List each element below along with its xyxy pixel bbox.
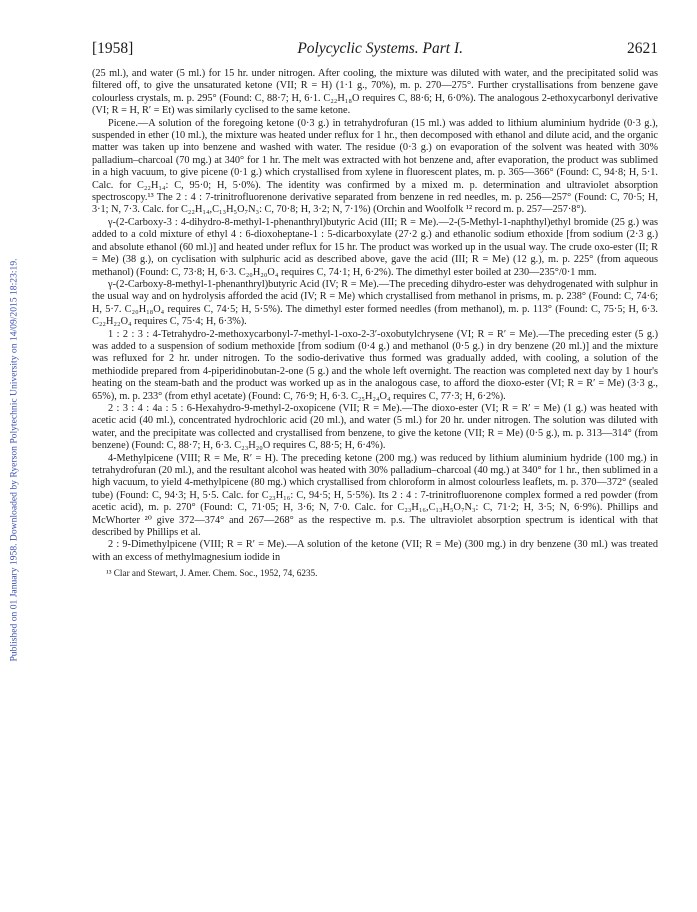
header-page-number: 2621 <box>627 40 658 57</box>
paragraph: 2 : 3 : 4 : 4a : 5 : 6-Hexahydro-9-methyl-2-oxopicene (VII; R = Me).—The dioxo-ester (VI; R = R′ = Me) (1 g.) was heated with acetic acid (40 ml.), concentrated hydrochloric acid (20 ml.), and water (5 ml.) for 20 hr. under nitrogen. The solution was diluted with water, and the precipitate was collected and crystallised from benzene, to give the ketone (VII; R = Me) (0·5 g.), m. p. 313—314° (from benzene) (Found: C, 88·7; H, 6·3. C₂₃H₂₀O requires C, 88·5; H, 6·4%). <box>92 402 658 452</box>
download-stamp <box>2 0 26 912</box>
paragraph: γ-(2-Carboxy-8-methyl-1-phenanthryl)butyric Acid (IV; R = Me).—The preceding dihydro-ester was dehydrogenated with sulphur in the usual way and on hydrolysis afforded the acid (IV; R = Me) which crystallised from methanol in prisms, m. p. 238° (Found: C, 74·6; H, 5·7. C₂₀H₁₈O₄ requires C, 74·5; H, 5·5%). The dimethyl ester formed needles (from methanol), m. p. 113° (Found: C, 75·5; H, 6·3. C₂₂H₂₂O₄ requires C, 75·4; H, 6·3%). <box>92 278 658 328</box>
paragraph: 2 : 9-Dimethylpicene (VIII; R = R′ = Me).—A solution of the ketone (VII; R = Me) (300 mg.) in dry benzene (30 ml.) was treated with an excess of methylmagnesium iodide in <box>92 539 658 563</box>
download-stamp-text: Published on 01 January 1958. Downloaded by Ryerson Polytechnic University on 14/09/2015 18:23:19. <box>8 258 20 662</box>
footnote: ¹³ Clar and Stewart, J. Amer. Chem. Soc., 1952, 74, 6235. <box>106 568 318 579</box>
header-title: Polycyclic Systems. Part I. <box>297 40 464 57</box>
journal-page <box>92 40 658 579</box>
paragraph: Picene.—A solution of the foregoing ketone (0·3 g.) in tetrahydrofuran (15 ml.) was added to lithium aluminium hydride (0·3 g.), suspended in ether (10 ml.), the mixture was heated under reflux for 1 hr., then decomposed with ethanol and dilute acid, and the organic matter was taken up into benzene and washed with water. The residue (0·3 g.) on evaporation of the solvent was heated with 30% palladium–charcoal (70 mg.) at 340° for 1 hr. The melt was extracted with hot benzene and, after evaporation, the product was sublimed in a high vacuum, to give picene (0·1 g.) which crystallised from xylene in fluorescent plates, m. p. 365—366° (Found: C, 94·8; H, 5·1. Calc. for C₂₂H₁₄: C, 95·0; H, 5·0%). The identity was confirmed by a mixed m. p. determination and ultraviolet absorption spectroscopy.¹³ The 2 : 4 : 7-trinitrofluorenone derivative separated from benzene in red needles, m. p. 256—257° (Found: C, 70·5; H, 3·1; N, 7·3. Calc. for C₂₂H₁₄,C₁₃H₅O₇N₃: C, 70·8; H, 3·2; N, 7·1%) (Orchin and Woolfolk ¹² record m. p. 257—257·8°). <box>92 117 658 216</box>
page-header <box>92 40 658 58</box>
paragraph: γ-(2-Carboxy-3 : 4-dihydro-8-methyl-1-phenanthryl)butyric Acid (III; R = Me).—2-(5-Methyl-1-naphthyl)ethyl bromide (25 g.) was added to a cold mixture of ethyl 4 : 6-dioxoheptane-1 : 5-dicarboxylate (27·2 g.) and ethanolic sodium ethoxide [from sodium (2·3 g.) and absolute ethanol (60 ml.)] and heated under reflux for 15 hr. The product was worked up in the usual way. The crude oxo-ester (II; R = Me) (38 g.), on cyclisation with sulphuric acid as described above, gave the acid (III; R = Me) (12 g.), m. p. 225° (from aqueous methanol) (Found: C, 73·8; H, 6·3. C₂₀H₂₀O₄ requires C, 74·1; H, 6·2%). The dimethyl ester boiled at 230—235°/0·1 mm. <box>92 216 658 278</box>
paragraph: 4-Methylpicene (VIII; R = Me, R′ = H). The preceding ketone (200 mg.) was reduced by lithium aluminium hydride (100 mg.) in tetrahydrofuran (20 ml.), and the resultant alcohol was heated with 30% palladium–charcoal (40 mg.) at 340° for 1 hr., then sublimed in a high vacuum, to yield 4-methylpicene (80 mg.) which crystallised from chloroform in almost colourless leaflets, m. p. 370—372° (sealed tube) (Found: C, 94·3; H, 5·5. Calc. for C₂₃H₁₆: C, 94·5; H, 5·5%). Its 2 : 4 : 7-trinitrofluorenone complex formed a red powder (from acetic acid), m. p. 270° (Found: C, 71·05; H, 3·6; N, 7·0. Calc. for C₂₃H₁₆,C₁₃H₅O₇N₃: C, 71·2; H, 3·5; N, 6·9%). Phillips and McWhorter ²⁰ give 372—374° and 267—268° as the respective m. p.s. The ultraviolet absorption spectrum is identical with that described by Phillips et al. <box>92 452 658 539</box>
article-body <box>92 68 658 564</box>
header-year: [1958] <box>92 40 134 57</box>
paragraph: 1 : 2 : 3 : 4-Tetrahydro-2-methoxycarbonyl-7-methyl-1-oxo-2-3′-oxobutylchrysene (VI; R = R′ = Me).—The preceding ester (5 g.) was added to a suspension of sodium methoxide [from sodium (0·4 g.) and methanol (0·5 g.) in dry benzene (20 ml.)] and the mixture was refluxed for 2 hr. under nitrogen. To the sodio-derivative thus formed was gradually added, with cooling, a solution of the methiodide prepared from 4-piperidinobutan-2-one (5 g.) and the whole left overnight. The reaction was completed next day by 1 hour's heating on the steam-bath and the product was worked up as in the analogous case, to afford the dioxo-ester (VI; R = R′ = Me) (3·3 g., 65%), m. p. 233° (from ethyl acetate) (Found: C, 76·9; H, 6·3. C₂₅H₂₄O₄ requires C, 77·3; H, 6·2%). <box>92 328 658 402</box>
paragraph: (25 ml.), and water (5 ml.) for 15 hr. under nitrogen. After cooling, the mixture was diluted with water, and the precipitated solid was filtered off, to give the unsaturated ketone (VII; R = H) (1·1 g., 70%), m. p. 270—275°. Further crystallisations from benzene gave colourless crystals, m. p. 295° (Found: C, 88·7; H, 6·1. C₂₂H₁₈O requires C, 88·6; H, 6·0%). The analogous 2-ethoxycarbonyl derivative (VI; R = H, R′ = Et) was similarly cyclised to the same ketone. <box>92 68 658 117</box>
